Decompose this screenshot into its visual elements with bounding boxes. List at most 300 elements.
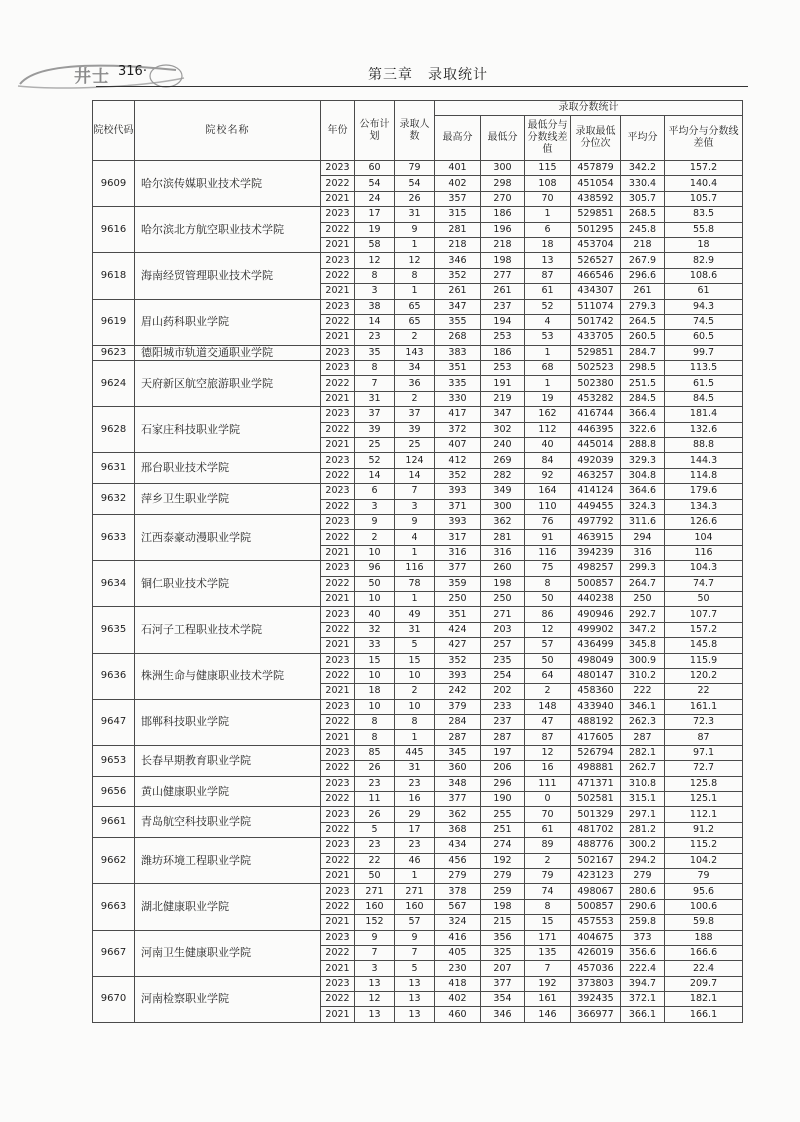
header-rule <box>96 86 748 87</box>
cell-plan: 52 <box>355 453 395 468</box>
cell-plan: 13 <box>355 976 395 991</box>
cell-avg: 366.1 <box>621 1007 665 1022</box>
cell-year: 2022 <box>321 822 355 837</box>
cell-min: 191 <box>481 376 525 391</box>
cell-min-diff: 110 <box>525 499 571 514</box>
school-code: 9647 <box>93 699 135 745</box>
school-name: 湖北健康职业学院 <box>135 884 321 930</box>
table-row <box>93 253 743 268</box>
cell-min-diff: 135 <box>525 945 571 960</box>
table-row <box>93 207 743 222</box>
cell-avg-diff: 87 <box>665 730 743 745</box>
school-code: 9663 <box>93 884 135 930</box>
cell-plan: 32 <box>355 622 395 637</box>
cell-avg: 268.5 <box>621 207 665 222</box>
table-row <box>93 161 743 176</box>
cell-max: 230 <box>435 961 481 976</box>
cell-avg-diff: 113.5 <box>665 361 743 376</box>
cell-year: 2022 <box>321 992 355 1007</box>
cell-year: 2022 <box>321 715 355 730</box>
cell-min: 186 <box>481 207 525 222</box>
cell-max: 412 <box>435 453 481 468</box>
cell-year: 2023 <box>321 514 355 529</box>
cell-year: 2021 <box>321 438 355 453</box>
cell-max: 418 <box>435 976 481 991</box>
cell-min-rank: 394239 <box>571 545 621 560</box>
cell-max: 335 <box>435 376 481 391</box>
header-avg: 平均分 <box>621 116 665 161</box>
cell-min: 274 <box>481 838 525 853</box>
cell-min-rank: 497792 <box>571 514 621 529</box>
cell-plan: 39 <box>355 422 395 437</box>
cell-year: 2023 <box>321 561 355 576</box>
cell-min: 269 <box>481 453 525 468</box>
cell-avg: 373 <box>621 930 665 945</box>
cell-min-diff: 15 <box>525 915 571 930</box>
cell-plan: 8 <box>355 715 395 730</box>
cell-max: 348 <box>435 776 481 791</box>
cell-min-rank: 501329 <box>571 807 621 822</box>
table-row <box>93 514 743 529</box>
school-code: 9661 <box>93 807 135 838</box>
admission-table <box>92 100 743 1023</box>
header-code: 院校代码 <box>93 101 135 161</box>
cell-admitted: 46 <box>395 853 435 868</box>
header-min-diff: 最低分与分数线差值 <box>525 116 571 161</box>
cell-plan: 50 <box>355 868 395 883</box>
cell-min-rank: 423123 <box>571 868 621 883</box>
cell-max: 417 <box>435 407 481 422</box>
cell-avg: 297.1 <box>621 807 665 822</box>
cell-avg: 284.7 <box>621 345 665 360</box>
cell-admitted: 65 <box>395 314 435 329</box>
cell-min: 377 <box>481 976 525 991</box>
cell-max: 352 <box>435 653 481 668</box>
cell-avg-diff: 115.2 <box>665 838 743 853</box>
cell-min: 250 <box>481 591 525 606</box>
cell-avg: 267.9 <box>621 253 665 268</box>
cell-avg-diff: 82.9 <box>665 253 743 268</box>
cell-plan: 54 <box>355 176 395 191</box>
cell-plan: 5 <box>355 822 395 837</box>
cell-min-rank: 451054 <box>571 176 621 191</box>
cell-avg-diff: 99.7 <box>665 345 743 360</box>
cell-plan: 3 <box>355 961 395 976</box>
cell-min-rank: 502581 <box>571 792 621 807</box>
cell-min-rank: 526527 <box>571 253 621 268</box>
school-code: 9609 <box>93 161 135 207</box>
cell-plan: 152 <box>355 915 395 930</box>
cell-avg-diff: 104.2 <box>665 853 743 868</box>
cell-min-rank: 492039 <box>571 453 621 468</box>
cell-max: 347 <box>435 299 481 314</box>
cell-year: 2023 <box>321 745 355 760</box>
cell-admitted: 10 <box>395 668 435 683</box>
cell-year: 2023 <box>321 484 355 499</box>
cell-plan: 60 <box>355 161 395 176</box>
cell-max: 316 <box>435 545 481 560</box>
cell-plan: 9 <box>355 514 395 529</box>
cell-max: 407 <box>435 438 481 453</box>
school-code: 9632 <box>93 484 135 515</box>
cell-admitted: 49 <box>395 607 435 622</box>
chapter-title: 第三章 录取统计 <box>368 67 488 83</box>
cell-max: 371 <box>435 499 481 514</box>
cell-min-rank: 434307 <box>571 284 621 299</box>
page-header <box>8 56 748 90</box>
table-row <box>93 299 743 314</box>
cell-year: 2022 <box>321 468 355 483</box>
cell-year: 2021 <box>321 284 355 299</box>
cell-admitted: 9 <box>395 514 435 529</box>
cell-max: 315 <box>435 207 481 222</box>
table-row <box>93 653 743 668</box>
cell-avg: 347.2 <box>621 622 665 637</box>
cell-avg-diff: 145.8 <box>665 638 743 653</box>
cell-min-rank: 471371 <box>571 776 621 791</box>
cell-admitted: 3 <box>395 499 435 514</box>
cell-min-rank: 414124 <box>571 484 621 499</box>
cell-min-diff: 61 <box>525 822 571 837</box>
cell-max: 460 <box>435 1007 481 1022</box>
cell-plan: 12 <box>355 253 395 268</box>
cell-admitted: 13 <box>395 976 435 991</box>
cell-plan: 8 <box>355 268 395 283</box>
cell-admitted: 79 <box>395 161 435 176</box>
cell-plan: 14 <box>355 468 395 483</box>
cell-plan: 160 <box>355 899 395 914</box>
cell-min: 287 <box>481 730 525 745</box>
cell-year: 2021 <box>321 591 355 606</box>
table-row <box>93 361 743 376</box>
cell-year: 2023 <box>321 653 355 668</box>
cell-plan: 10 <box>355 591 395 606</box>
cell-avg: 300.2 <box>621 838 665 853</box>
school-code: 9634 <box>93 561 135 607</box>
cell-min: 259 <box>481 884 525 899</box>
cell-min-diff: 18 <box>525 237 571 252</box>
cell-year: 2021 <box>321 638 355 653</box>
cell-avg-diff: 22.4 <box>665 961 743 976</box>
cell-min-diff: 40 <box>525 438 571 453</box>
school-code: 9653 <box>93 745 135 776</box>
cell-min-diff: 116 <box>525 545 571 560</box>
cell-admitted: 17 <box>395 822 435 837</box>
cell-avg: 282.1 <box>621 745 665 760</box>
cell-year: 2023 <box>321 345 355 360</box>
cell-admitted: 445 <box>395 745 435 760</box>
cell-max: 402 <box>435 992 481 1007</box>
cell-min: 257 <box>481 638 525 653</box>
cell-avg-diff: 95.6 <box>665 884 743 899</box>
cell-min: 346 <box>481 1007 525 1022</box>
cell-avg: 245.8 <box>621 222 665 237</box>
cell-admitted: 7 <box>395 484 435 499</box>
cell-min: 260 <box>481 561 525 576</box>
cell-year: 2021 <box>321 915 355 930</box>
cell-avg-diff: 105.7 <box>665 191 743 206</box>
cell-min: 202 <box>481 684 525 699</box>
cell-avg: 259.8 <box>621 915 665 930</box>
cell-min-diff: 6 <box>525 222 571 237</box>
cell-avg: 279.3 <box>621 299 665 314</box>
cell-plan: 23 <box>355 776 395 791</box>
cell-min-rank: 480147 <box>571 668 621 683</box>
cell-min-rank: 438592 <box>571 191 621 206</box>
cell-max: 242 <box>435 684 481 699</box>
cell-max: 287 <box>435 730 481 745</box>
table-row <box>93 561 743 576</box>
cell-avg-diff: 100.6 <box>665 899 743 914</box>
cell-admitted: 1 <box>395 284 435 299</box>
cell-plan: 24 <box>355 191 395 206</box>
table-row <box>93 699 743 714</box>
cell-year: 2022 <box>321 668 355 683</box>
cell-year: 2022 <box>321 422 355 437</box>
cell-avg-diff: 126.6 <box>665 514 743 529</box>
cell-max: 218 <box>435 237 481 252</box>
cell-min: 235 <box>481 653 525 668</box>
cell-min: 362 <box>481 514 525 529</box>
cell-min: 282 <box>481 468 525 483</box>
cell-min-diff: 8 <box>525 899 571 914</box>
cell-admitted: 34 <box>395 361 435 376</box>
school-name: 株洲生命与健康职业技术学院 <box>135 653 321 699</box>
cell-min: 253 <box>481 330 525 345</box>
cell-plan: 9 <box>355 930 395 945</box>
cell-year: 2023 <box>321 699 355 714</box>
cell-admitted: 25 <box>395 438 435 453</box>
cell-plan: 19 <box>355 222 395 237</box>
cell-min-rank: 457553 <box>571 915 621 930</box>
cell-min-rank: 502523 <box>571 361 621 376</box>
school-name: 黄山健康职业学院 <box>135 776 321 807</box>
school-code: 9662 <box>93 838 135 884</box>
cell-max: 377 <box>435 792 481 807</box>
cell-max: 351 <box>435 361 481 376</box>
cell-max: 317 <box>435 530 481 545</box>
cell-plan: 3 <box>355 284 395 299</box>
header-year: 年份 <box>321 101 355 161</box>
cell-min: 237 <box>481 715 525 730</box>
cell-avg-diff: 125.1 <box>665 792 743 807</box>
cell-max: 362 <box>435 807 481 822</box>
school-name: 邢台职业技术学院 <box>135 453 321 484</box>
cell-max: 377 <box>435 561 481 576</box>
page-number: 316· <box>118 64 147 79</box>
cell-min: 254 <box>481 668 525 683</box>
cell-avg-diff: 112.1 <box>665 807 743 822</box>
cell-min-rank: 433705 <box>571 330 621 345</box>
school-code: 9616 <box>93 207 135 253</box>
cell-min: 277 <box>481 268 525 283</box>
cell-admitted: 1 <box>395 237 435 252</box>
cell-plan: 3 <box>355 499 395 514</box>
cell-max: 261 <box>435 284 481 299</box>
cell-plan: 7 <box>355 945 395 960</box>
cell-min-rank: 500857 <box>571 576 621 591</box>
cell-plan: 96 <box>355 561 395 576</box>
cell-max: 393 <box>435 668 481 683</box>
cell-avg-diff: 157.2 <box>665 622 743 637</box>
cell-avg: 264.7 <box>621 576 665 591</box>
cell-min-rank: 373803 <box>571 976 621 991</box>
cell-min: 196 <box>481 222 525 237</box>
cell-min-diff: 57 <box>525 638 571 653</box>
cell-year: 2023 <box>321 976 355 991</box>
cell-min-diff: 16 <box>525 761 571 776</box>
cell-plan: 10 <box>355 668 395 683</box>
cell-plan: 38 <box>355 299 395 314</box>
cell-min: 198 <box>481 576 525 591</box>
cell-min-rank: 457036 <box>571 961 621 976</box>
cell-min-rank: 426019 <box>571 945 621 960</box>
cell-max: 268 <box>435 330 481 345</box>
cell-admitted: 1 <box>395 591 435 606</box>
cell-avg: 324.3 <box>621 499 665 514</box>
cell-year: 2022 <box>321 499 355 514</box>
school-name: 邯郸科技职业学院 <box>135 699 321 745</box>
cell-avg: 261 <box>621 284 665 299</box>
cell-year: 2023 <box>321 453 355 468</box>
logo-text: 井士 <box>74 67 110 87</box>
cell-min: 354 <box>481 992 525 1007</box>
cell-admitted: 12 <box>395 253 435 268</box>
cell-plan: 25 <box>355 438 395 453</box>
cell-avg: 315.1 <box>621 792 665 807</box>
cell-plan: 11 <box>355 792 395 807</box>
cell-avg: 304.8 <box>621 468 665 483</box>
cell-min: 270 <box>481 191 525 206</box>
cell-plan: 31 <box>355 391 395 406</box>
cell-admitted: 8 <box>395 268 435 283</box>
admission-table-wrap <box>92 100 742 1023</box>
table-row <box>93 884 743 899</box>
cell-year: 2022 <box>321 222 355 237</box>
cell-max: 567 <box>435 899 481 914</box>
cell-plan: 18 <box>355 684 395 699</box>
cell-avg-diff: 55.8 <box>665 222 743 237</box>
header-max: 最高分 <box>435 116 481 161</box>
cell-avg: 356.6 <box>621 945 665 960</box>
cell-min-rank: 488776 <box>571 838 621 853</box>
cell-year: 2021 <box>321 868 355 883</box>
school-code: 9624 <box>93 361 135 407</box>
cell-min: 271 <box>481 607 525 622</box>
cell-max: 456 <box>435 853 481 868</box>
cell-min: 218 <box>481 237 525 252</box>
cell-admitted: 7 <box>395 945 435 960</box>
cell-min-diff: 4 <box>525 314 571 329</box>
cell-admitted: 1 <box>395 545 435 560</box>
cell-max: 393 <box>435 514 481 529</box>
cell-avg-diff: 72.3 <box>665 715 743 730</box>
cell-year: 2023 <box>321 407 355 422</box>
cell-min-rank: 502380 <box>571 376 621 391</box>
cell-plan: 22 <box>355 853 395 868</box>
cell-min-rank: 445014 <box>571 438 621 453</box>
cell-avg-diff: 182.1 <box>665 992 743 1007</box>
cell-plan: 58 <box>355 237 395 252</box>
cell-admitted: 5 <box>395 638 435 653</box>
table-row <box>93 776 743 791</box>
cell-avg: 345.8 <box>621 638 665 653</box>
cell-min-diff: 79 <box>525 868 571 883</box>
header-min: 最低分 <box>481 116 525 161</box>
cell-min: 198 <box>481 253 525 268</box>
cell-min-diff: 89 <box>525 838 571 853</box>
school-name: 德阳城市轨道交通职业学院 <box>135 345 321 360</box>
cell-max: 345 <box>435 745 481 760</box>
cell-min-rank: 457879 <box>571 161 621 176</box>
cell-min-rank: 416744 <box>571 407 621 422</box>
cell-avg-diff: 79 <box>665 868 743 883</box>
cell-min: 240 <box>481 438 525 453</box>
cell-admitted: 2 <box>395 391 435 406</box>
cell-min-diff: 91 <box>525 530 571 545</box>
cell-admitted: 10 <box>395 699 435 714</box>
cell-min: 186 <box>481 345 525 360</box>
cell-year: 2023 <box>321 607 355 622</box>
table-row <box>93 838 743 853</box>
school-name: 河南检察职业学院 <box>135 976 321 1022</box>
cell-min-diff: 108 <box>525 176 571 191</box>
cell-min-rank: 436499 <box>571 638 621 653</box>
cell-min: 253 <box>481 361 525 376</box>
cell-min-rank: 498257 <box>571 561 621 576</box>
table-row <box>93 976 743 991</box>
cell-avg: 372.1 <box>621 992 665 1007</box>
cell-year: 2023 <box>321 884 355 899</box>
cell-avg: 251.5 <box>621 376 665 391</box>
cell-min: 281 <box>481 530 525 545</box>
cell-plan: 85 <box>355 745 395 760</box>
cell-year: 2023 <box>321 838 355 853</box>
cell-avg-diff: 166.1 <box>665 1007 743 1022</box>
cell-min-rank: 488192 <box>571 715 621 730</box>
cell-admitted: 15 <box>395 653 435 668</box>
cell-avg-diff: 144.3 <box>665 453 743 468</box>
cell-admitted: 124 <box>395 453 435 468</box>
cell-min-rank: 453704 <box>571 237 621 252</box>
cell-avg: 288.8 <box>621 438 665 453</box>
cell-avg: 310.2 <box>621 668 665 683</box>
cell-min-diff: 192 <box>525 976 571 991</box>
school-name: 石河子工程职业技术学院 <box>135 607 321 653</box>
table-row <box>93 745 743 760</box>
cell-year: 2023 <box>321 161 355 176</box>
cell-min: 298 <box>481 176 525 191</box>
cell-year: 2022 <box>321 792 355 807</box>
cell-plan: 8 <box>355 730 395 745</box>
cell-max: 352 <box>435 268 481 283</box>
table-header <box>93 101 743 161</box>
cell-min-rank: 499902 <box>571 622 621 637</box>
cell-min-diff: 70 <box>525 191 571 206</box>
cell-avg-diff: 134.3 <box>665 499 743 514</box>
cell-year: 2021 <box>321 730 355 745</box>
cell-avg: 260.5 <box>621 330 665 345</box>
cell-year: 2023 <box>321 776 355 791</box>
cell-admitted: 36 <box>395 376 435 391</box>
cell-max: 359 <box>435 576 481 591</box>
cell-min-rank: 501742 <box>571 314 621 329</box>
cell-min-rank: 392435 <box>571 992 621 1007</box>
table-row <box>93 930 743 945</box>
cell-plan: 6 <box>355 484 395 499</box>
cell-min: 190 <box>481 792 525 807</box>
cell-year: 2021 <box>321 237 355 252</box>
